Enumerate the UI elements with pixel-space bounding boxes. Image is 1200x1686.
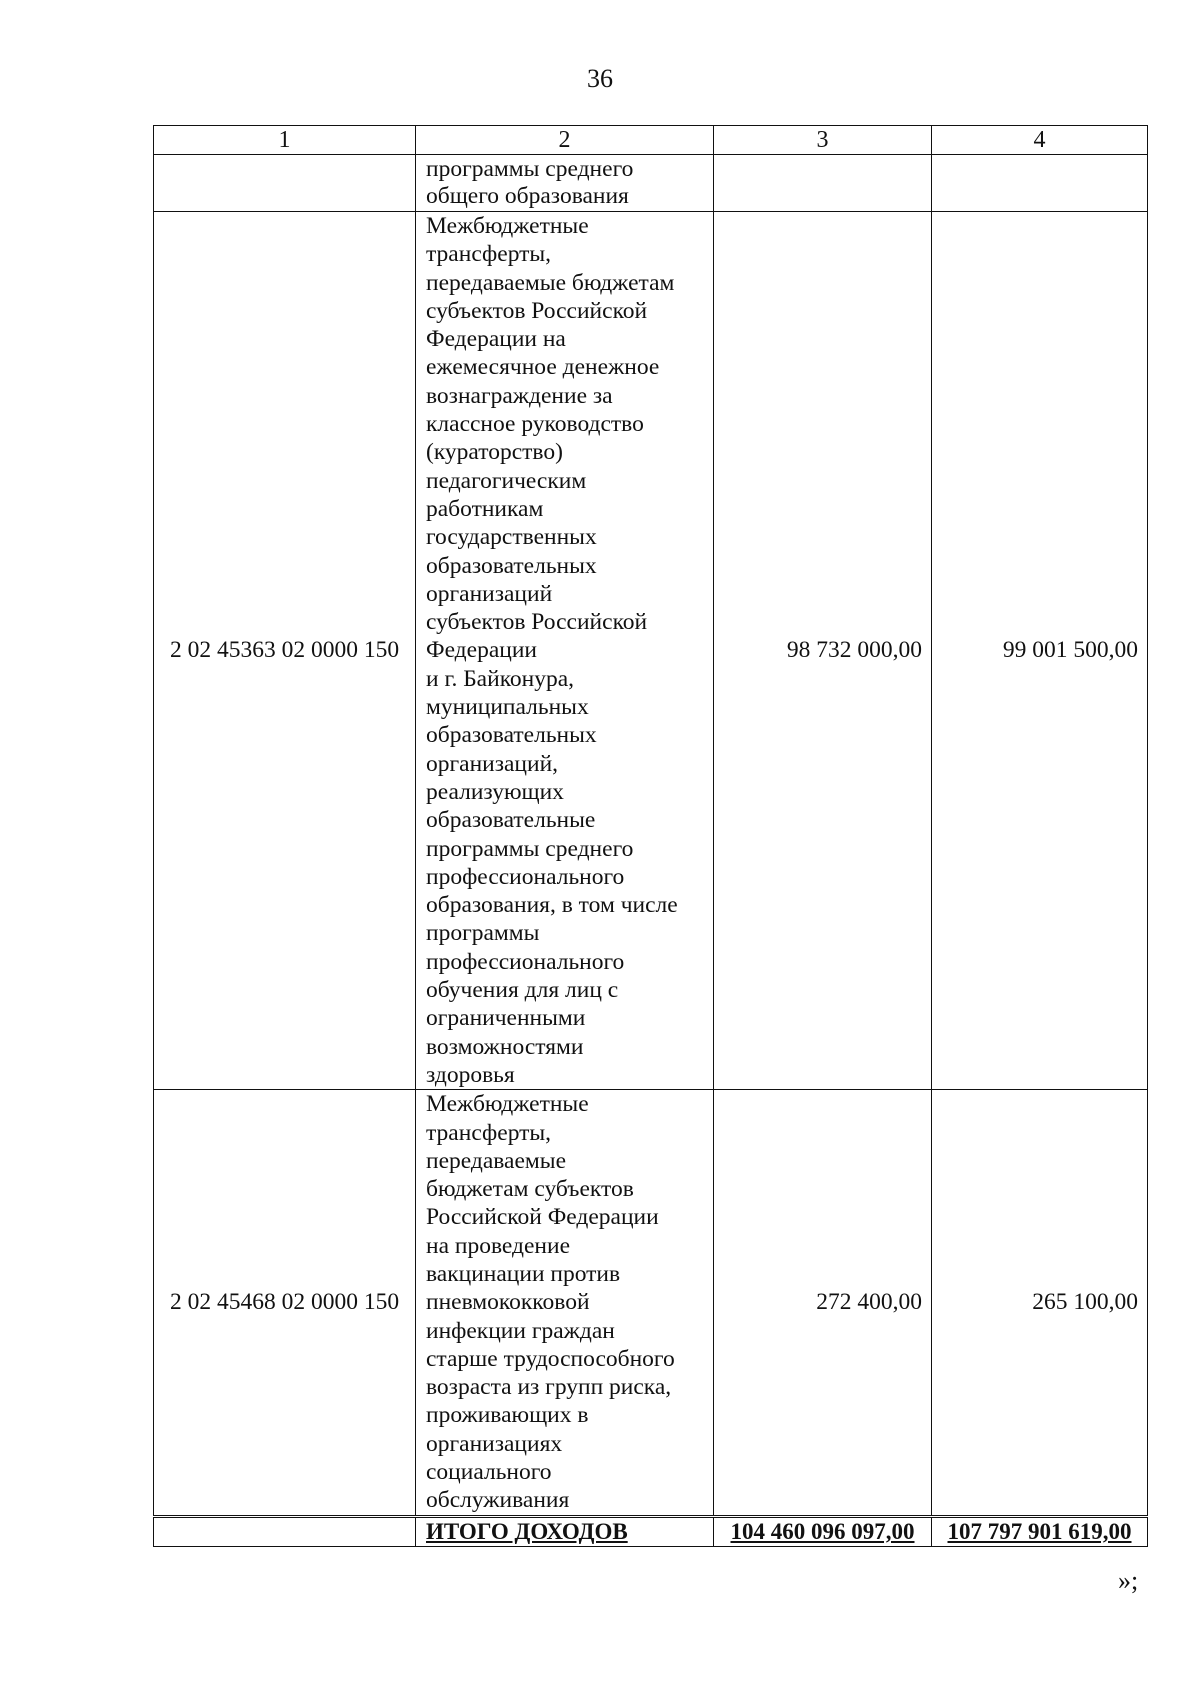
description-line: пневмококковой [426, 1289, 590, 1316]
column-header: 2 [416, 126, 714, 155]
description-line: Межбюджетные [426, 1091, 589, 1118]
total-empty-cell [154, 1516, 416, 1546]
description-line: Федерации на [426, 326, 566, 353]
description-line: программы среднего [426, 835, 634, 862]
description-text [416, 1090, 713, 1514]
page-number: 36 [587, 64, 613, 93]
description-line: организаций [426, 580, 553, 607]
description-line: на проведение [426, 1232, 571, 1259]
description-line: и г. Байконура, [426, 665, 575, 692]
description-line: инфекции граждан [426, 1317, 615, 1344]
description-line: реализующих [426, 778, 564, 805]
description-line: Межбюджетные [426, 213, 589, 239]
description-cell [416, 155, 714, 212]
budget-code-cell: 2 02 45468 02 0000 150 [154, 1090, 416, 1516]
description-line: ограниченными [426, 1005, 586, 1032]
description-line: трансферты, [426, 1119, 552, 1146]
description-line: организациях [426, 1430, 563, 1457]
total-label-cell [416, 1516, 714, 1546]
total-label: ИТОГО ДОХОДОВ [426, 1518, 628, 1544]
amount-col4-cell: 265 100,00 [932, 1090, 1148, 1516]
description-line: возраста из групп риска, [426, 1374, 672, 1401]
amount-col3-cell [714, 155, 932, 212]
amount-col4-cell [932, 155, 1148, 212]
description-line: Федерации [426, 637, 537, 664]
description-line: организаций, [426, 750, 559, 777]
description-text [416, 212, 713, 1089]
description-line: Российской Федерации [426, 1204, 659, 1231]
column-number-row [154, 126, 1148, 155]
amount-col4-cell: 99 001 500,00 [932, 212, 1148, 1090]
table-row [154, 212, 1148, 1090]
description-line: трансферты, [426, 241, 552, 268]
description-line: передаваемые [426, 1147, 567, 1174]
description-line: субъектов Российской [426, 297, 648, 324]
description-line: проживающих в [426, 1402, 589, 1429]
description-line: возможностями [426, 1033, 584, 1060]
description-line: здоровья [426, 1061, 515, 1088]
description-line: вакцинации против [426, 1260, 621, 1287]
continuation-row [154, 155, 1148, 212]
description-line: бюджетам субъектов [426, 1176, 634, 1203]
amount-col3-cell: 272 400,00 [714, 1090, 932, 1516]
total-amount-col3: 104 460 096 097,00 [714, 1516, 932, 1546]
description-line: субъектов Российской [426, 609, 648, 636]
description-cell [416, 1090, 714, 1516]
description-cell [416, 212, 714, 1090]
description-line: вознаграждение за [426, 382, 613, 409]
total-amount-col4: 107 797 901 619,00 [932, 1516, 1148, 1546]
description-line: муниципальных [426, 694, 589, 721]
description-line: программы [426, 920, 540, 947]
description-line: классное руководство [426, 411, 644, 438]
budget-code-cell: 2 02 45363 02 0000 150 [154, 212, 416, 1090]
description-line: профессионального [426, 948, 625, 975]
description-line: профессионального [426, 863, 625, 890]
revenue-table [153, 125, 1148, 1547]
description-line: работникам [426, 495, 544, 522]
closing-quote-mark: »; [1118, 1566, 1139, 1595]
column-header: 4 [932, 126, 1148, 155]
total-row [154, 1516, 1148, 1546]
description-line: передаваемые бюджетам [426, 269, 675, 296]
description-line: государственных [426, 524, 597, 551]
description-line: образовательных [426, 552, 597, 579]
description-line: социального [426, 1459, 552, 1486]
description-line: образовательные [426, 807, 596, 834]
description-line: образования, в том числе [426, 892, 678, 919]
description-line: старше трудоспособного [426, 1345, 675, 1372]
description-line: образовательных [426, 722, 597, 749]
description-text [416, 156, 713, 210]
description-line: общего образования [426, 183, 629, 209]
description-line: обучения для лиц с [426, 977, 619, 1004]
description-line: (кураторство) [426, 439, 563, 466]
description-line: программы среднего [426, 156, 634, 182]
amount-col3-cell: 98 732 000,00 [714, 212, 932, 1090]
column-header: 3 [714, 126, 932, 155]
description-line: ежемесячное денежное [426, 354, 660, 381]
budget-code-cell [154, 155, 416, 212]
table-row [154, 1090, 1148, 1516]
description-line: педагогическим [426, 467, 587, 494]
column-header: 1 [154, 126, 416, 155]
description-line: обслуживания [426, 1487, 570, 1514]
